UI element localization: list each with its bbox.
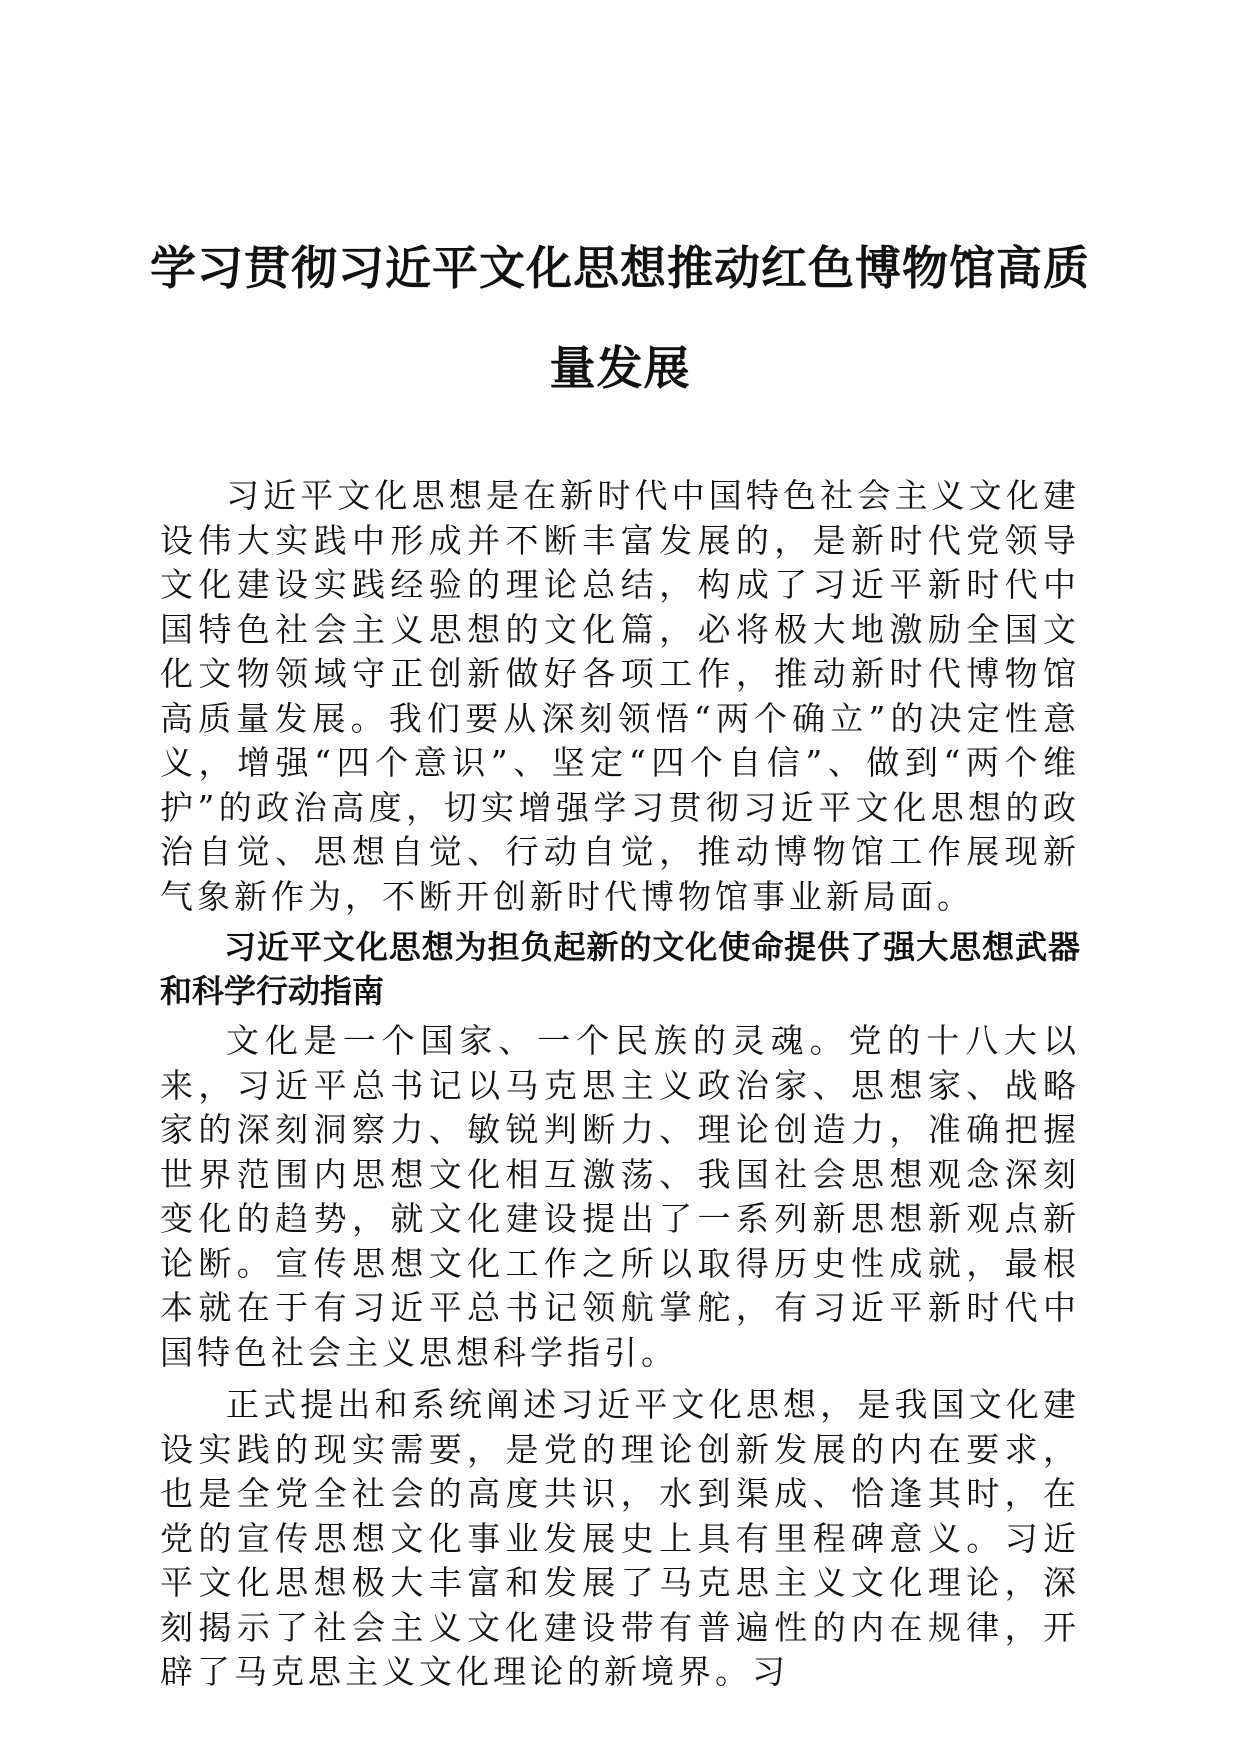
document-title: 学习贯彻习近平文化思想推动红色博物馆高质量发展	[150, 241, 1090, 395]
section-heading: 习近平文化思想为担负起新的文化使命提供了强大思想武器和科学行动指南	[160, 928, 1080, 1010]
document-body	[160, 474, 1080, 1695]
intro-paragraph: 习近平文化思想是在新时代中国特色社会主义文化建设伟大实践中形成并不断丰富发展的，是新时代党领导文化建设实践经验的理论总结，构成了习近平新时代中国特色社会主义思想的文化篇，必将极大地激励全国文化文物领域守正创新做好各项工作，推动新时代博物馆高质量发展。我们要从深刻领悟“两个确立”的决定性意义，增强“四个意识”、坚定“四个自信”、做到“两个维护”的政治高度，切实增强学习贯彻习近平文化思想的政治自觉、思想自觉、行动自觉，推动博物馆工作展现新气象新作为，不断开创新时代博物馆事业新局面。	[160, 476, 1080, 916]
section-paragraph-1: 文化是一个国家、一个民族的灵魂。党的十八大以来，习近平总书记以马克思主义政治家、思想家、战略家的深刻洞察力、敏锐判断力、理论创造力，准确把握世界范围内思想文化相互激荡、我国社会思想观念深刻变化的趋势，就文化建设提出了一系列新思想新观点新论断。宣传思想文化工作之所以取得历史性成就，最根本就在于有习近平总书记领航掌舵，有习近平新时代中国特色社会主义思想科学指引。	[160, 1021, 1080, 1372]
section-paragraph-2: 正式提出和系统阐述习近平文化思想，是我国文化建设实践的现实需要，是党的理论创新发展的内在要求，也是全党全社会的高度共识，水到渠成、恰逢其时，在党的宣传思想文化事业发展史上具有里程碑意义。习近平文化思想极大丰富和发展了马克思主义文化理论，深刻揭示了社会主义文化建设带有普遍性的内在规律，开辟了马克思主义文化理论的新境界。习	[160, 1385, 1080, 1691]
